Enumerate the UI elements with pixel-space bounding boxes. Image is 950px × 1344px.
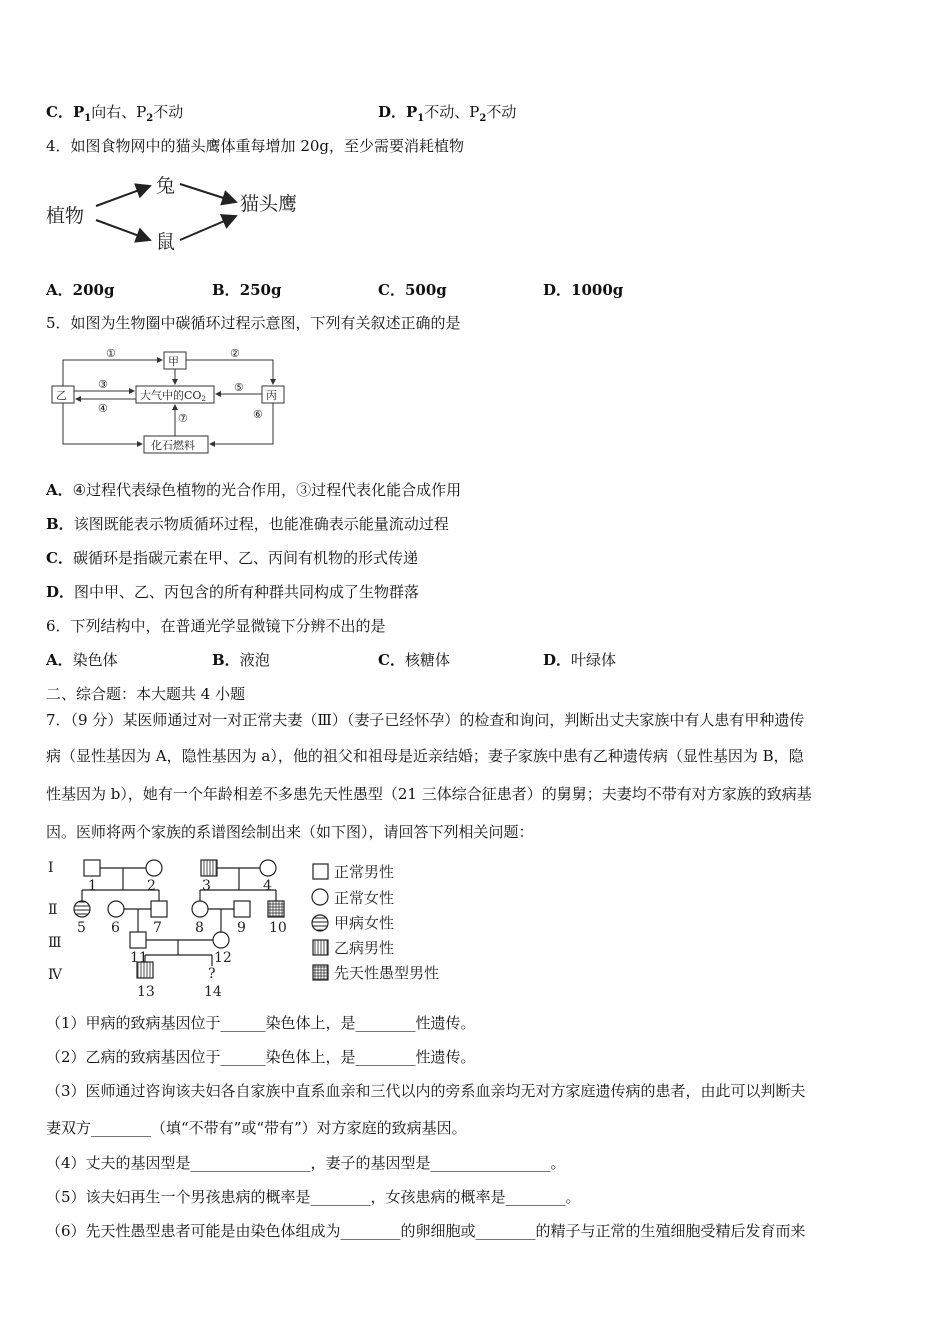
legend-down-male-icon: [313, 965, 328, 980]
label-fossil: 化石燃料: [151, 439, 195, 452]
label-n3: ③: [98, 378, 108, 391]
q7-sub-2: （2）乙病的致病基因位于______染色体上，是________性遗传。: [46, 1048, 476, 1066]
label-n7: ⑦: [178, 412, 188, 425]
legend-disease-b-male: 乙病男性: [334, 939, 395, 957]
legend-disease-b-male-icon: [313, 940, 328, 955]
legend-normal-female: 正常女性: [334, 889, 395, 907]
q6-option-a: A．染色体: [46, 651, 118, 669]
legend-normal-male-icon: [313, 864, 328, 879]
q4-option-a: A．200g: [46, 281, 115, 299]
label-n6: ⑥: [253, 408, 263, 421]
person-6: [108, 901, 124, 917]
food-web-plant: 植物: [46, 205, 85, 227]
q7-sub-1: （1）甲病的致病基因位于______染色体上，是________性遗传。: [46, 1014, 476, 1032]
q4-option-b: B．250g: [212, 281, 282, 299]
q7-sub-6: （6）先天性愚型患者可能是由染色体组成为________的卵细胞或________的精子与正常的生殖细胞受精后发育而来: [46, 1222, 806, 1240]
legend-disease-a-female: 甲病女性: [334, 914, 395, 932]
legend-disease-a-female-icon: [312, 915, 328, 931]
legend-normal-female-icon: [312, 889, 328, 905]
num-6: 6: [111, 920, 120, 936]
label-jia: 甲: [168, 355, 179, 368]
person-10: [268, 901, 284, 917]
q4-option-d: D．1000g: [543, 281, 624, 299]
q3-option-d: D．$P_1$不动、$P_2$不动: [378, 103, 517, 124]
arrow-plant-mouse: [96, 220, 150, 240]
person-12: [213, 932, 229, 948]
num-13: 13: [137, 984, 155, 1000]
q5-stem: 5．如图为生物圈中碳循环过程示意图，下列有关叙述正确的是: [46, 314, 461, 332]
num-5: 5: [77, 920, 86, 936]
gen-IV: Ⅳ: [48, 967, 62, 983]
arrow-mouse-owl: [180, 216, 236, 240]
label-co2: 大气中的CO2: [140, 389, 206, 403]
num-2: 2: [147, 878, 156, 894]
label-n1: ①: [106, 347, 116, 360]
label-n5: ⑤: [234, 381, 244, 394]
person-9: [234, 901, 250, 917]
q7-sub-3: （3）医师通过咨询该夫妇各自家族中直系血亲和三代以内的旁系血亲均无对方家庭遗传病的患者，由此可以判断夫: [46, 1082, 806, 1100]
num-14-unknown: ?: [208, 966, 216, 982]
person-4: [260, 860, 276, 876]
arrow-plant-rabbit: [96, 186, 150, 206]
person-3: [201, 860, 217, 876]
q6-option-c: C．核糖体: [378, 651, 450, 669]
q7-sub-5: （5）该夫妇再生一个男孩患病的概率是________，女孩患病的概率是________。: [46, 1188, 581, 1206]
gen-III: Ⅲ: [48, 935, 62, 951]
q3-option-c: C．$P_1$向右、$P_2$不动: [46, 103, 184, 124]
person-8: [192, 901, 208, 917]
q6-option-d: D．叶绿体: [543, 651, 617, 669]
person-2: [146, 860, 162, 876]
q6-option-b: B．液泡: [212, 651, 270, 669]
q7-sub-4: （4）丈夫的基因型是________________，妻子的基因型是________________。: [46, 1154, 566, 1172]
q5-option-d: D．图中甲、乙、丙包含的所有种群共同构成了生物群落: [46, 583, 420, 601]
q5-option-a: A．④过程代表绿色植物的光合作用，③过程代表化能合成作用: [46, 481, 462, 499]
person-1: [84, 860, 100, 876]
person-5: [74, 901, 90, 917]
q4-option-c: C．500g: [378, 281, 447, 299]
num-10: 10: [269, 920, 287, 936]
q7-line-2: 病（显性基因为 A，隐性基因为 a），他的祖父和祖母是近亲结婚；妻子家族中患有乙种遗传病（显性基因为 B，隐: [46, 747, 804, 765]
label-yi: 乙: [56, 389, 67, 402]
num-9: 9: [237, 920, 246, 936]
label-bing: 丙: [266, 389, 277, 402]
food-web-diagram: [44, 170, 314, 260]
num-11: 11: [130, 950, 148, 966]
q6-stem: 6．下列结构中，在普通光学显微镜下分辨不出的是: [46, 617, 386, 635]
q5-option-c: C．碳循环是指碳元素在甲、乙、丙间有机物的形式传递: [46, 549, 418, 567]
num-8: 8: [195, 920, 204, 936]
q7-sub-3-cont: 妻双方________（填“不带有”或“带有”）对方家庭的致病基因。: [46, 1119, 467, 1137]
num-7: 7: [153, 920, 162, 936]
q5-option-b: B．该图既能表示物质循环过程，也能准确表示能量流动过程: [46, 515, 449, 533]
num-3: 3: [202, 878, 211, 894]
num-14: 14: [204, 984, 222, 1000]
food-web-mouse: 鼠: [156, 231, 176, 253]
q7-line-4: 因。医师将两个家族的系谱图绘制出来（如下图），请回答下列相关问题：: [46, 823, 534, 841]
person-7: [151, 901, 167, 917]
num-12: 12: [214, 950, 232, 966]
label-n2: ②: [230, 347, 240, 360]
legend-down-male: 先天性愚型男性: [334, 964, 440, 982]
food-web-owl: 猫头鹰: [240, 193, 298, 215]
pedigree-chart: [44, 852, 464, 1002]
num-1: 1: [88, 878, 97, 894]
label-n4: ④: [98, 402, 108, 415]
food-web-rabbit: 兔: [156, 175, 176, 197]
gen-II: Ⅱ: [48, 902, 58, 918]
carbon-cycle-diagram: [50, 344, 290, 459]
gen-I: Ⅰ: [48, 860, 54, 876]
q4-stem: 4．如图食物网中的猫头鹰体重每增加 20g，至少需要消耗植物: [46, 137, 465, 155]
q7-line-3: 性基因为 b），她有一个年龄相差不多患先天性愚型（21 三体综合征患者）的舅舅；夫妻均不带有对方家族的致病基: [46, 785, 812, 803]
person-11: [130, 932, 146, 948]
section-2-heading: 二、综合题：本大题共 4 小题: [46, 685, 246, 703]
num-4: 4: [263, 878, 272, 894]
legend-normal-male: 正常男性: [334, 863, 395, 881]
arrow-rabbit-owl: [180, 184, 236, 202]
q7-line-1: 7．（9 分）某医师通过对一对正常夫妻（Ⅲ）（妻子已经怀孕）的检查和询问，判断出丈夫家族中有人患有甲种遗传: [46, 711, 805, 729]
